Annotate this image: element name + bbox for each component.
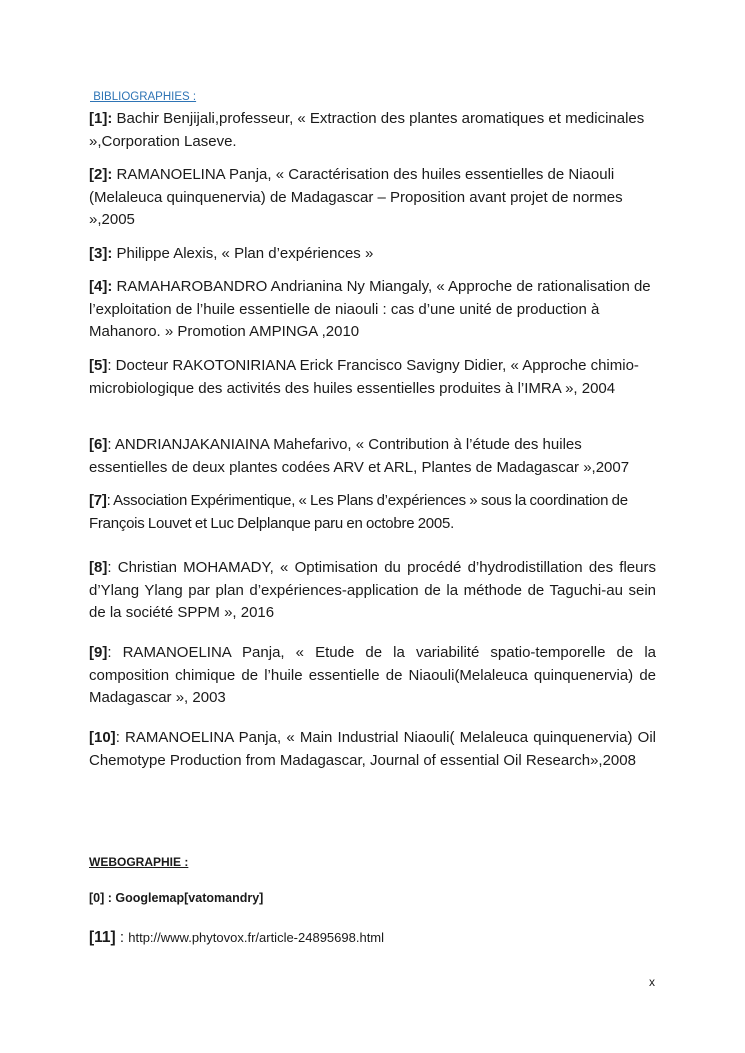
reference-number: [4]: xyxy=(89,278,113,295)
reference-number: [10] xyxy=(89,729,116,746)
reference-number: [2]: xyxy=(89,166,113,183)
reference-10 xyxy=(89,727,656,772)
webography-heading: WEBOGRAPHIE : xyxy=(89,855,189,869)
webography-ref-11 xyxy=(89,929,384,947)
reference-number: [8] xyxy=(89,559,108,576)
reference-7 xyxy=(89,490,656,535)
reference-number: [9] xyxy=(89,644,108,661)
reference-text: : Docteur RAKOTONIRIANA Erick Francisco Savigny Didier, « Approche chimio-microbiologique des activités des huiles essentielles produites à l’IMRA », 2004 xyxy=(89,357,639,397)
reference-9 xyxy=(89,642,656,710)
reference-text: : Association Expérimentique, « Les Plans d’expériences » sous la coordination de François Louvet et Luc Delplanque paru en octobre 2005. xyxy=(89,492,628,532)
webography-ref-0: [0] : Googlemap[vatomandry] xyxy=(89,891,264,905)
reference-text: : RAMANOELINA Panja, « Main Industrial Niaouli( Melaleuca quinquenervia) Oil Chemotype Production from Madagascar, Journal of essential Oil Research»,2008 xyxy=(89,729,656,769)
reference-number: [1]: xyxy=(89,110,113,127)
reference-number: [6] xyxy=(89,436,108,453)
reference-number: [3]: xyxy=(89,245,113,262)
reference-5 xyxy=(89,355,656,400)
reference-text: : Christian MOHAMADY, « Optimisation du procédé d’hydrodistillation des fleurs d’Ylang Ylang par plan d’expériences-application de la méthode de Taguchi-au sein de la société SPPM », 2016 xyxy=(89,559,656,621)
reference-text: Bachir Benjijali,professeur, « Extraction des plantes aromatiques et medicinales »,Corporation Laseve. xyxy=(89,110,645,150)
reference-number: [11] xyxy=(89,929,116,946)
reference-text: : ANDRIANJAKANIAINA Mahefarivo, « Contribution à l’étude des huiles essentielles de deux plantes codées ARV et ARL, Plantes de Madagascar »,2007 xyxy=(89,436,630,476)
reference-8 xyxy=(89,557,656,625)
page-number: x xyxy=(649,975,655,989)
reference-2 xyxy=(89,164,656,232)
bibliography-heading: BIBLIOGRAPHIES : xyxy=(90,91,197,103)
reference-number: [5] xyxy=(89,357,108,374)
reference-1 xyxy=(89,108,656,153)
reference-text: RAMAHAROBANDRO Andrianina Ny Miangaly, « Approche de rationalisation de l’exploitation de l’huile essentielle de niaouli : cas d’une unité de production à Mahanoro. » Promotion AMPINGA ,2010 xyxy=(89,278,651,340)
reference-number: [7] xyxy=(89,492,107,509)
reference-text: Philippe Alexis, « Plan d’expériences » xyxy=(112,245,374,262)
reference-separator: : xyxy=(115,929,129,946)
reference-text: : RAMANOELINA Panja, « Etude de la variabilité spatio-temporelle de la composition chimique de l’huile essentielle de Niaouli(Melaleuca quinquenervia) de Madagascar », 2003 xyxy=(89,644,656,706)
reference-6 xyxy=(89,434,656,479)
reference-text: RAMANOELINA Panja, « Caractérisation des huiles essentielles de Niaouli (Melaleuca quinquenervia) de Madagascar – Proposition avant projet de normes »,2005 xyxy=(89,166,623,228)
reference-4 xyxy=(89,276,656,344)
reference-3 xyxy=(89,243,656,266)
reference-url[interactable]: http://www.phytovox.fr/article-24895698.html xyxy=(128,930,385,945)
